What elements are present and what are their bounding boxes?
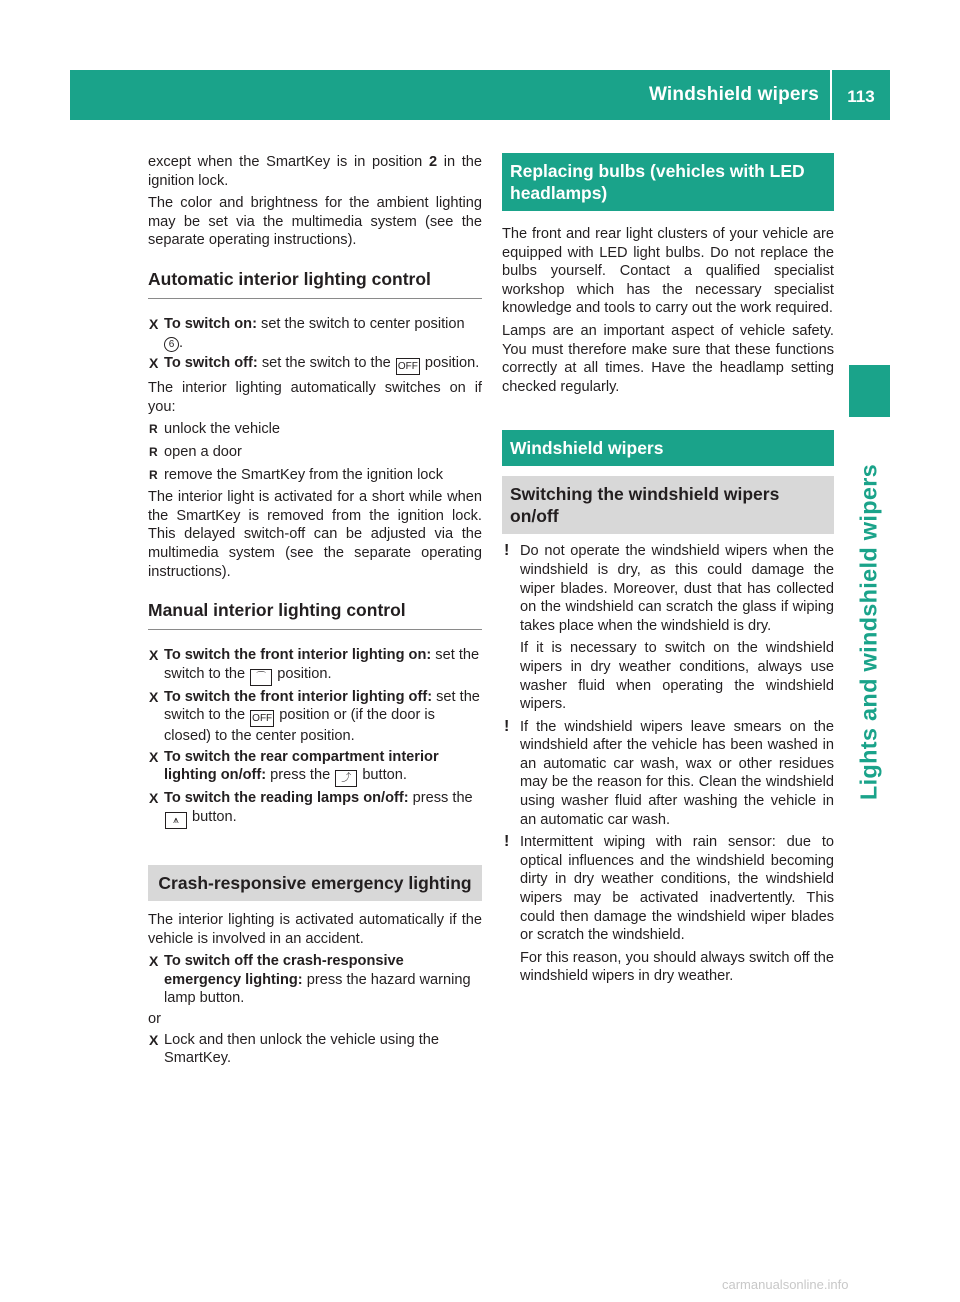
step-crash-off: X To switch off the crash-responsive emergency lighting: press the hazard warning lamp button. xyxy=(149,953,471,1007)
banner-windshield-wipers: Windshield wipers xyxy=(502,430,834,466)
step-marker: X xyxy=(149,953,159,970)
right-column xyxy=(502,153,834,990)
auto-paragraph-2: The interior light is activated for a short while when the SmartKey is removed from the ignition lock. This delayed switch-off can be adjusted via the multimedia system (see the separate operating instructions). xyxy=(148,489,482,580)
position-6-icon: 6 xyxy=(164,337,179,352)
crash-paragraph: The interior lighting is activated automatically if the vehicle is involved in an accident. xyxy=(148,912,482,947)
warning-icon: ! xyxy=(504,542,510,560)
heading-manual-lighting: Manual interior lighting control xyxy=(148,599,482,630)
header-bar xyxy=(70,70,890,120)
header-title: Windshield wipers xyxy=(648,84,819,105)
step-switch-on: X To switch on: set the switch to center position 6 . xyxy=(149,315,465,351)
step-front-on: X To switch the front interior lighting on: set the switch to the ⌒ position. xyxy=(148,646,482,686)
rear-light-icon: ⤴ xyxy=(335,770,357,787)
step-marker: X xyxy=(149,647,159,664)
off-switch-icon: OFF xyxy=(396,358,420,375)
step-marker: X xyxy=(149,1031,159,1048)
led-paragraph-2: Lamps are an important aspect of vehicle safety. You must therefore make sure that these functions correctly at all times. Have the headlamp setting checked regularly. xyxy=(502,322,834,395)
left-column xyxy=(148,153,482,1070)
banner-led-bulbs: Replacing bulbs (vehicles with LED headlamps) xyxy=(502,153,834,211)
warning-icon: ! xyxy=(504,717,510,735)
warning-icon: ! xyxy=(504,833,510,851)
side-tab-marker xyxy=(849,365,890,417)
step-marker: X xyxy=(149,748,159,765)
step-marker: X xyxy=(149,315,159,332)
step-marker: X xyxy=(149,355,159,372)
bullet-item: R open a door xyxy=(149,443,242,460)
step-marker: X xyxy=(149,688,159,705)
or-text: or xyxy=(148,1011,161,1028)
page-number: 113 xyxy=(847,87,875,106)
step-rear-compartment: X To switch the rear compartment interior lighting on/off: press the ⤴ button. xyxy=(148,748,482,788)
led-paragraph-1: The front and rear light clusters of your vehicle are equipped with LED light bulbs. Do not replace the bulbs yourself. Contact a qualified specialist workshop which has the necessary specialist knowledge and tools to carry out the work required. xyxy=(502,226,834,317)
step-lock-unlock: X Lock and then unlock the vehicle using the SmartKey. xyxy=(149,1031,440,1067)
warning-rain-sensor: ! Intermittent wiping with rain sensor: due to optical influences and the windshield becoming dirty in dry weather conditions, the windshield wipers may be activated inadvertently. This could then damage the windshield wiper blades or scratch the windshield. For this reason, you should always switch off the windshield wipers in dry weather. xyxy=(504,833,834,985)
banner-switching-wipers: Switching the windshield wipers on/off xyxy=(502,476,834,534)
warning-dry-wiping: ! Do not operate the windshield wipers when the windshield is dry, as this could damage the wiper blades. Moreover, dust that has collected on the windshield can scratch the glass if wiping takes place when the windshield is dry. If it is necessary to switch on the windshield wipers in dry weather conditions, always use washer fluid when operating the windshield wipers. xyxy=(504,542,834,713)
bullet-item: R unlock the vehicle xyxy=(149,421,281,438)
warning-smears: ! If the windshield wipers leave smears on the windshield after the vehicle has been washed in an automatic car wash, wax or other residues may be the reason for this. Clean the windshield using washer fluid after washing the vehicle in an automatic car wash. xyxy=(504,717,834,828)
heading-automatic-lighting: Automatic interior lighting control xyxy=(148,268,482,299)
auto-paragraph: The interior lighting automatically switches on if you: xyxy=(148,380,482,415)
reading-lamp-icon: ⩚ xyxy=(165,812,187,829)
side-tab-label: Lights and windshield wipers xyxy=(855,463,882,801)
step-marker: X xyxy=(149,790,159,807)
banner-crash-lighting: Crash-responsive emergency lighting xyxy=(148,865,482,901)
step-switch-off: X To switch off: set the switch to the OFF position. xyxy=(148,354,482,375)
door-contact-icon: ⌒ xyxy=(250,669,272,686)
watermark: carmanualsonline.info xyxy=(722,1277,849,1292)
intro-paragraph-2: The color and brightness for the ambient lighting may be set via the multimedia system (see the separate operating instructions). xyxy=(148,195,482,249)
step-reading-lamps: X To switch the reading lamps on/off: press the ⩚ button. xyxy=(148,789,482,829)
step-front-off: X To switch the front interior lighting off: set the switch to the OFF position or (if the door is closed) to the center position. xyxy=(149,688,480,745)
bullet-item: R remove the SmartKey from the ignition lock xyxy=(149,466,444,483)
off-switch-icon: OFF xyxy=(250,710,274,727)
intro-paragraph-1: except when the SmartKey is in position 2 in the ignition lock. xyxy=(148,154,482,189)
